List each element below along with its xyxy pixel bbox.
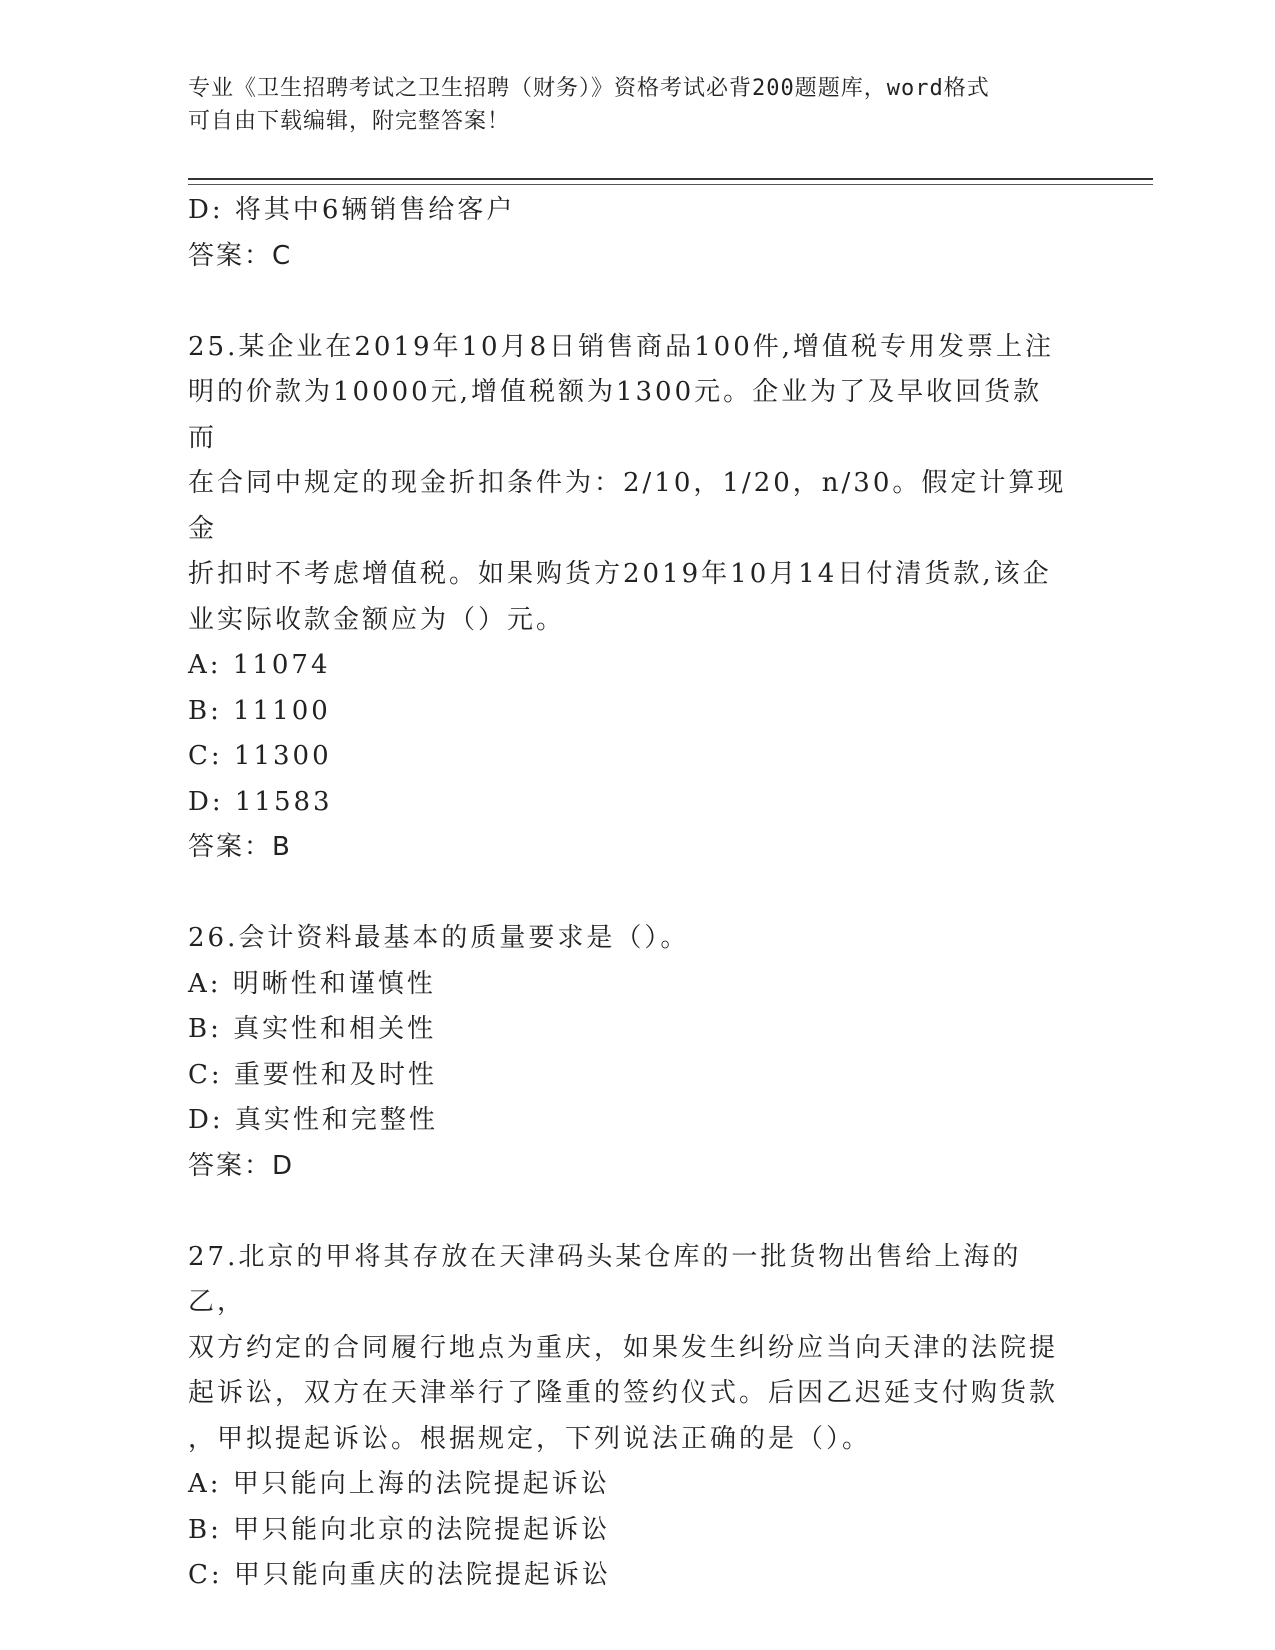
question-25-stem-line: 业实际收款金额应为（）元。: [188, 604, 566, 635]
question-27-stem-line: 27.北京的甲将其存放在天津码头某仓库的一批货物出售给上海的乙，: [188, 1241, 1022, 1317]
header-line-2: 可自由下载编辑，附完整答案！: [188, 109, 511, 134]
question-25-option-c: C: 11300: [188, 741, 332, 771]
question-26-option-b: B: 真实性和相关性: [188, 1014, 437, 1044]
question-25-stem-line: 折扣时不考虑增值税。如果购货方2019年10月14日付清货款,该企: [188, 559, 1052, 589]
header-line-1: 专业《卫生招聘考试之卫生招聘（财务）》资格考试必背200题题库，word格式: [188, 76, 990, 101]
question-27-option-c: C: 甲只能向重庆的法院提起诉讼: [188, 1560, 611, 1590]
question-25-answer: 答案：B: [188, 832, 292, 862]
question-26-option-c: C: 重要性和及时性: [188, 1059, 437, 1090]
question-27-stem-line: 起诉讼，双方在天津举行了隆重的签约仪式。后因乙迟延支付购货款: [188, 1378, 1059, 1408]
question-25-option-b: B: 11100: [188, 695, 331, 726]
prev-question-answer: 答案：C: [188, 240, 293, 271]
question-27-option-b: B: 甲只能向北京的法院提起诉讼: [188, 1514, 611, 1545]
question-25: [188, 325, 1068, 871]
question-26-answer: 答案：D: [188, 1150, 295, 1181]
question-27-stem-line: ，甲拟提起诉讼。根据规定，下列说法正确的是（）。: [188, 1423, 872, 1454]
question-25-option-a: A: 11074: [188, 650, 331, 680]
question-26-stem: 26.会计资料最基本的质量要求是（）。: [188, 923, 690, 953]
spacer: [188, 1189, 1068, 1235]
question-27-option-a: A: 甲只能向上海的法院提起诉讼: [188, 1469, 610, 1499]
question-25-stem-line: 在合同中规定的现金折扣条件为：2/10，1/20，n/30。假定计算现金: [188, 468, 1067, 544]
question-26-option-a: A: 明晰性和谨慎性: [188, 968, 436, 999]
question-25-option-d: D: 11583: [188, 786, 333, 817]
header-divider-thin: [188, 184, 1153, 185]
spacer: [188, 279, 1068, 325]
prev-question-option-d: D: 将其中6辆销售给客户: [188, 195, 516, 225]
question-25-stem-line: 明的价款为10000元,增值税额为1300元。企业为了及早收回货款而: [188, 377, 1043, 453]
question-27-stem-line: 双方约定的合同履行地点为重庆，如果发生纠纷应当向天津的法院提: [188, 1332, 1059, 1363]
header-divider-thick: [188, 178, 1153, 180]
document-header: [188, 72, 1078, 138]
document-body: [188, 188, 1068, 1599]
question-26: [188, 916, 1068, 1189]
spacer: [188, 871, 1068, 917]
question-25-stem-line: 25.某企业在2019年10月8日销售商品100件,增值税专用发票上注: [188, 331, 1055, 362]
question-26-option-d: D: 真实性和完整性: [188, 1105, 438, 1135]
question-27: [188, 1235, 1068, 1599]
